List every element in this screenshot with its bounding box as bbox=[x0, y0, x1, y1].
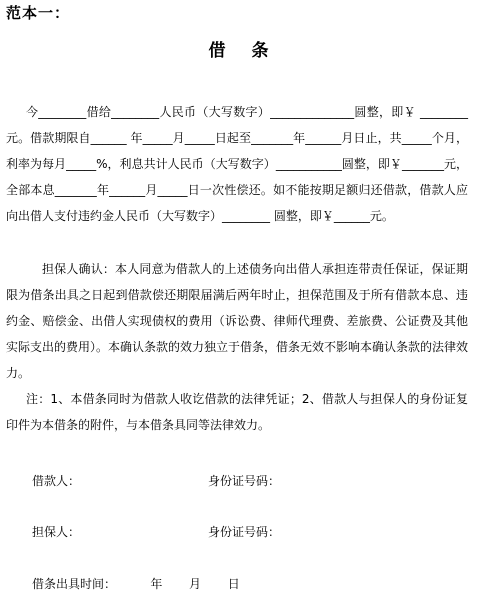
guarantor-confirmation-paragraph: 担保人确认：本人同意为借款人的上述债务向出借人承担连带责任保证，保证期限为借条出具之日起到借款偿还期限届满后两年时止，担保范围及于所有借款本息、违约金、赔偿金、出借人实现债权的费用（诉讼费、律师代理费、差旅费、公证费及其他实际支出的费用）。本确认条款的效力独立于借条，借条无效不影响本确认条款的法律效力。 bbox=[6, 262, 469, 380]
note-paragraph: 注：1、本借条同时为借款人收讫借款的法律凭证；2、借款人与担保人的身份证复印件为本借条的附件，与本借条具同等法律效力。 bbox=[6, 392, 468, 432]
borrower-label: 借款人： bbox=[32, 474, 81, 488]
guarantor-id-label: 身份证号码： bbox=[208, 525, 281, 539]
issue-date-label: 借条出具时间： 年 月 日 bbox=[32, 577, 240, 591]
document-title: 借条 bbox=[208, 41, 295, 61]
template-heading: 范本一： bbox=[6, 4, 71, 22]
guarantor-label: 担保人： bbox=[32, 525, 81, 539]
loan-terms-paragraph: 今________借给________人民币（大写数字）______________圆整，即￥ ________元。借款期限自______ 年_____月_____日起至_______年______月日止，共_____个月，利率为每月_____%，利息共计人民币（大写数字）___________圆整，即￥_______元，全部本息_______年______月_____日一次性偿还。如不能按期足额归还借款，借款人应向出借人支付违约金人民币（大写数字）________ 圆整，即￥______元。 bbox=[6, 105, 468, 223]
borrower-id-label: 身份证号码： bbox=[208, 474, 281, 488]
